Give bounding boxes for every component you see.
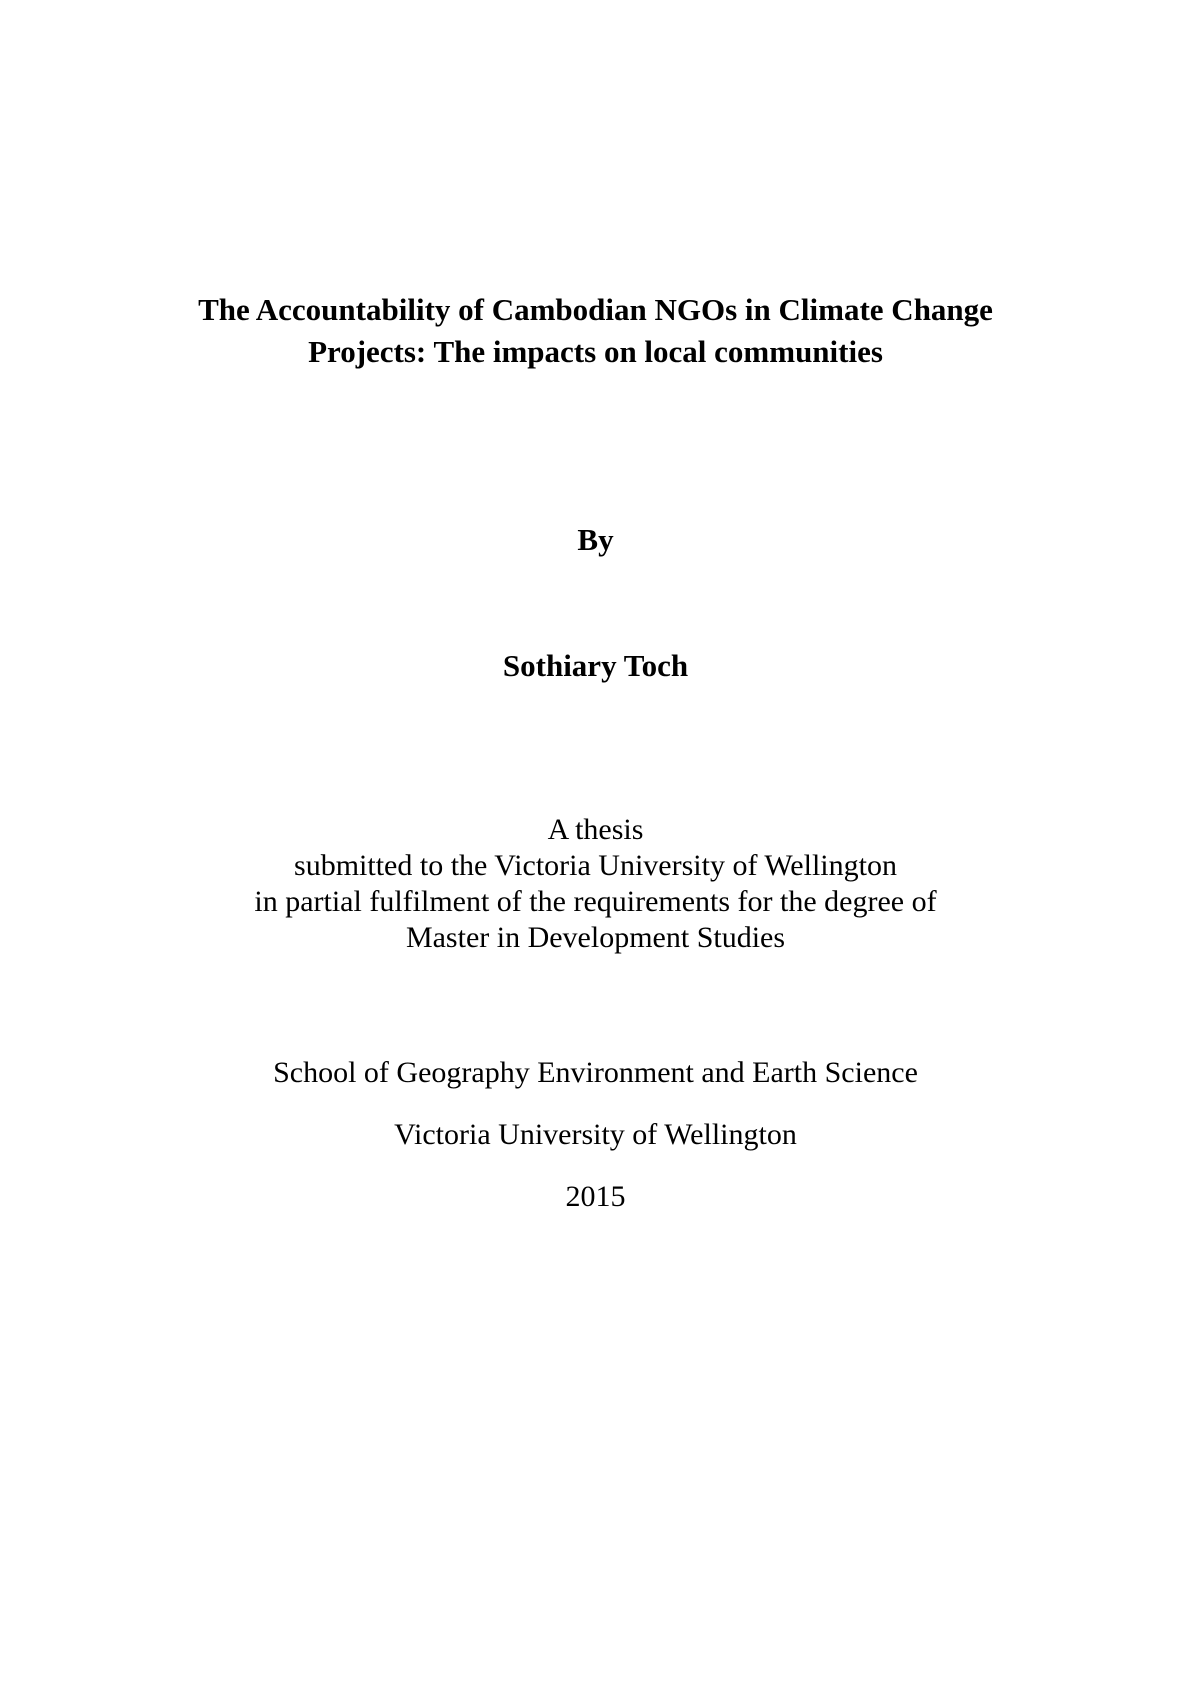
- submission-year: 2015: [565, 1180, 626, 1213]
- thesis-statement-line: A thesis: [547, 813, 644, 846]
- school-name: School of Geography Environment and Earth Science: [273, 1056, 918, 1089]
- university-name: Victoria University of Wellington: [394, 1118, 797, 1151]
- thesis-statement-line: in partial fulfilment of the requirements for the degree of: [254, 885, 937, 918]
- thesis-title-line-2: Projects: The impacts on local communities: [308, 334, 883, 369]
- thesis-title-line-1: The Accountability of Cambodian NGOs in Climate Change: [198, 292, 993, 327]
- author-name: Sothiary Toch: [502, 648, 689, 683]
- thesis-statement-line: submitted to the Victoria University of Wellington: [294, 849, 897, 882]
- degree-name: Master in Development Studies: [405, 921, 786, 954]
- by-label: By: [577, 522, 614, 557]
